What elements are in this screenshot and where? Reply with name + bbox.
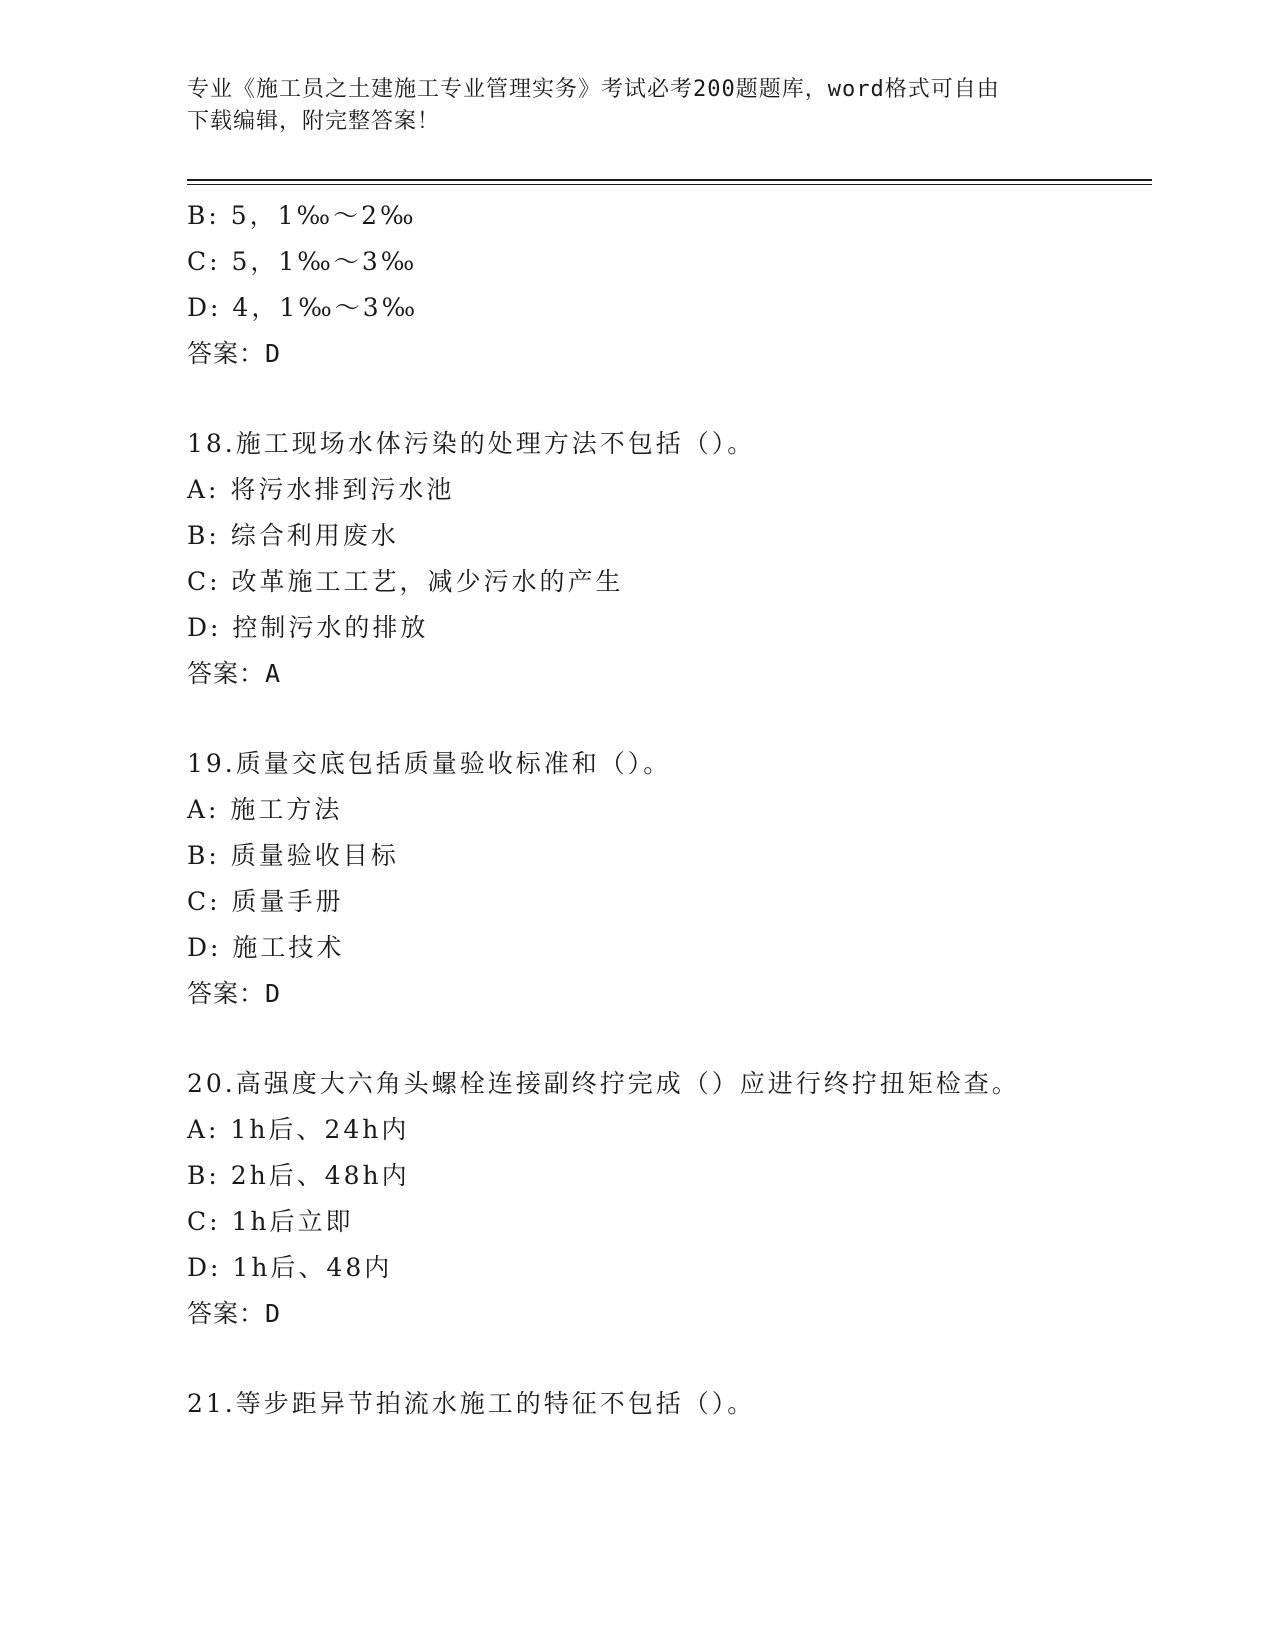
option-c: C: 1h后立即 [187,1207,354,1236]
option-b: B: 5，1‰～2‰ [187,201,417,230]
option-a: A: 1h后、24h内 [187,1115,410,1144]
document-header [187,74,1067,138]
option-d: D: 4，1‰～3‰ [187,293,419,322]
option-b: B: 2h后、48h内 [187,1161,410,1190]
question-17-tail [187,193,1152,377]
option-c: C: 5，1‰～3‰ [187,247,418,276]
question-stem: 20.高强度大六角头螺栓连接副终拧完成（）应进行终拧扭矩检查。 [187,1069,1020,1098]
header-line-2: 下载编辑，附完整答案！ [187,109,441,134]
question-21 [187,1381,1152,1427]
answer: 答案：D [187,1299,282,1328]
option-d: D: 1h后、48内 [187,1253,393,1282]
question-stem: 21.等步距异节拍流水施工的特征不包括（）。 [187,1389,756,1418]
header-divider-thin [187,184,1152,185]
option-c: C: 质量手册 [187,887,344,916]
option-a: A: 将污水排到污水池 [187,475,455,504]
option-d: D: 施工技术 [187,933,345,962]
question-stem: 19.质量交底包括质量验收标准和（）。 [187,749,672,778]
question-stem: 18.施工现场水体污染的处理方法不包括（）。 [187,429,756,458]
header-divider-thick [187,179,1152,181]
option-b: B: 质量验收目标 [187,841,399,870]
option-c: C: 改革施工工艺，减少污水的产生 [187,567,624,596]
question-20 [187,1061,1152,1337]
question-list [187,193,1152,1427]
option-d: D: 控制污水的排放 [187,613,429,642]
question-19 [187,741,1152,1017]
answer: 答案：D [187,339,282,368]
option-b: B: 综合利用废水 [187,521,399,550]
option-a: A: 施工方法 [187,795,343,824]
answer: 答案：A [187,659,282,688]
header-line-1: 专业《施工员之土建施工专业管理实务》考试必考200题题库，word格式可自由 [187,77,1000,102]
answer: 答案：D [187,979,282,1008]
question-18 [187,421,1152,697]
